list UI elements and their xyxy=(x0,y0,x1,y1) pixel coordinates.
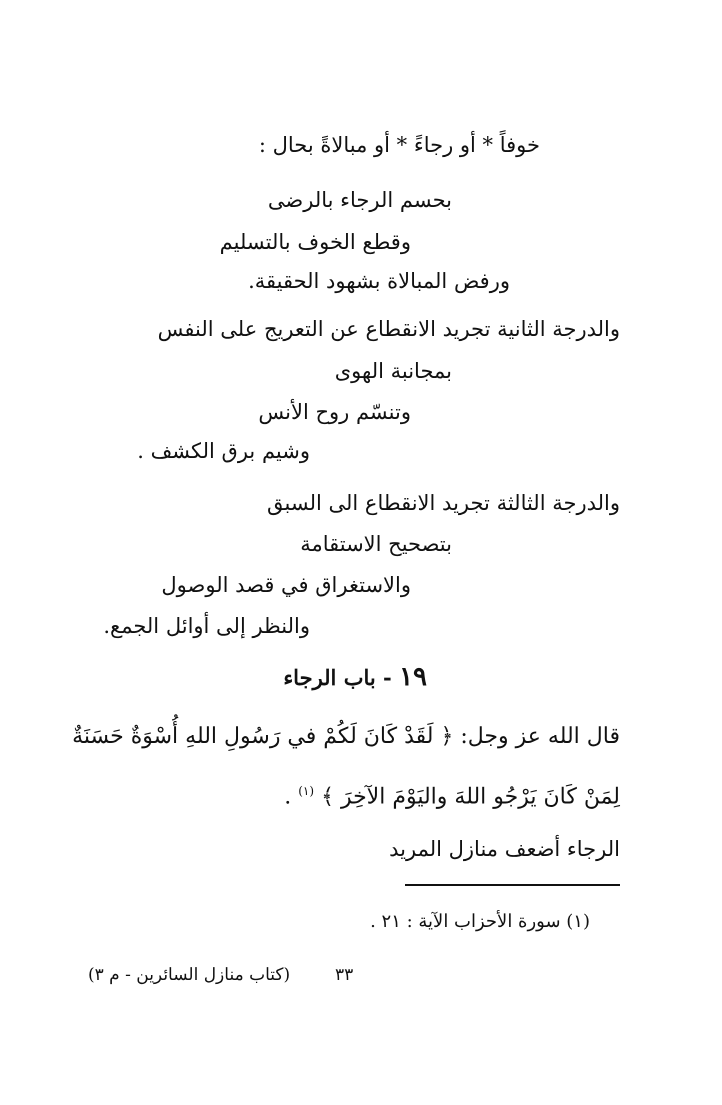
text-line-10: بتصحيح الاستقامة xyxy=(300,532,452,556)
section-heading xyxy=(283,662,427,693)
quran-line-1: قال الله عز وجل: ﴿ لَقَدْ كَانَ لَكُمْ في رَسُولِ اللهِ أُسْوَةٌ حَسَنَةٌ xyxy=(72,724,620,749)
text-line-2: بحسم الرجاء بالرضى xyxy=(267,188,452,212)
text-line-9: والدرجة الثالثة تجريد الانقطاع الى السبق xyxy=(267,491,620,515)
text-line-1: خوفاً * أو رجاءً * أو مبالاةً بحال : xyxy=(258,133,540,157)
footnote-divider xyxy=(405,884,620,886)
quran-period: . xyxy=(284,784,292,810)
book-reference: (كتاب منازل السائرين - م ٣) xyxy=(88,965,291,985)
quran-verse-end: لِمَنْ كَانَ يَرْجُو اللهَ واليَوْمَ الآخِرَ ﴾ xyxy=(321,784,620,810)
text-line-closing: الرجاء أضعف منازل المريد xyxy=(389,837,620,861)
text-line-11: والاستغراق في قصد الوصول xyxy=(161,573,411,597)
text-line-4: ورفض المبالاة بشهود الحقيقة. xyxy=(248,269,510,293)
text-line-3: وقطع الخوف بالتسليم xyxy=(219,230,411,254)
text-line-6: بمجانبة الهوى xyxy=(334,359,452,383)
section-dash: - xyxy=(383,665,392,690)
text-line-7: وتنسّم روح الأنس xyxy=(258,400,411,424)
footnote-text: (١) سورة الأحزاب الآية : ٢١ . xyxy=(370,911,590,932)
text-line-5: والدرجة الثانية تجريد الانقطاع عن التعريج على النفس xyxy=(157,317,620,341)
section-title: باب الرجاء xyxy=(283,665,376,690)
text-line-8: وشيم برق الكشف . xyxy=(137,439,310,463)
page-number: ٣٣ xyxy=(335,965,354,985)
text-line-12: والنظر إلى أوائل الجمع. xyxy=(103,614,310,638)
quran-line-2 xyxy=(284,776,620,812)
footnote-marker: (١) xyxy=(298,784,315,798)
section-number: ١٩ xyxy=(399,662,427,692)
